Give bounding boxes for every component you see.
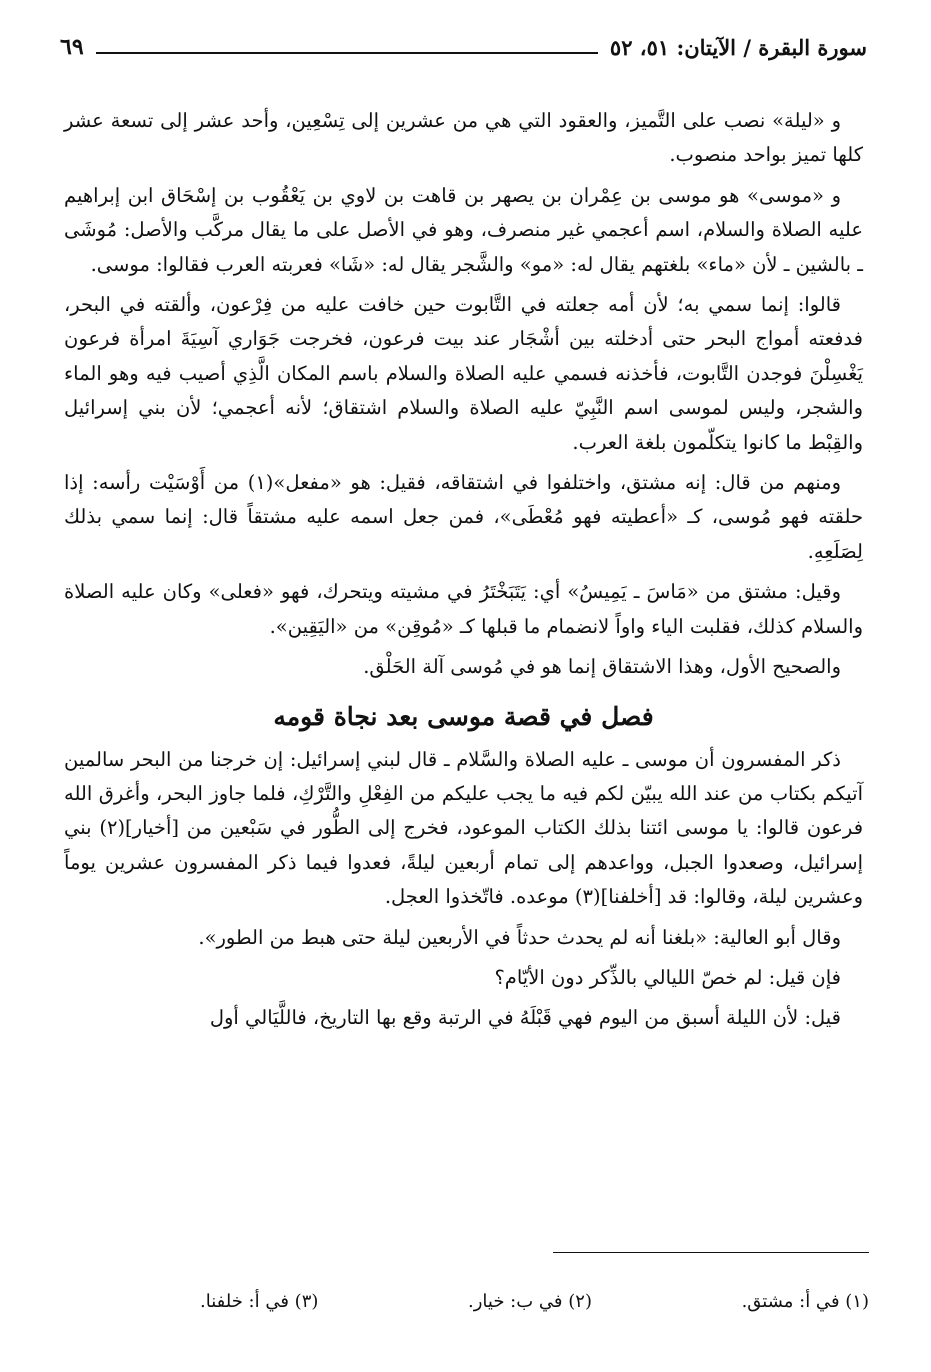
paragraph-3: قالوا: إنما سمي به؛ لأن أمه جعلته في التَّابوت حين خافت عليه من فِرْعون، وألقته في البحر، فدفعته أمواج البحر حتى أدخلته بين أشْجَار عند بيت فرعون، فخرجت جَوَاري آسِيَةَ امرأة فرعون يَغْسِلْنَ فوجدن التَّابوت، فأخذنه فسمي عليه الصلاة والسلام باسم المكان الَّذِي أصيب فيه وهو الماء والشجر، وليس لموسى اسم النَّبِيّ عليه الصلاة والسلام اشتقاق؛ لأنه أعجمي؛ لأن بني إسرائيل والقِبْط ما كانوا يتكلّمون بلغة العرب. [64,293,863,454]
section-heading: فصل في قصة موسى بعد نجاة قومه [273,701,654,731]
section-paragraph-2: وقال أبو العالية: «بلغنا أنه لم يحدث حدثاً في الأربعين ليلة حتى هبط من الطور». [198,925,841,949]
page-number: ٦٩ [60,34,84,60]
paragraph-4: ومنهم من قال: إنه مشتق، واختلفوا في اشتقاقه، فقيل: هو «مفعل»(١) من أَوْسَيْت رأسه: إذا حلقته فهو مُوسى، كـ «أعطيته فهو مُعْطَى»، فمن جعل اسمه عليه مشتقاً قال: إنما سمي بذلك لِصَلَعِهِ. [64,471,863,563]
paragraph-5: وقيل: مشتق من «مَاسَ ـ يَمِيسُ» أي: يَتَبَخْتَرُ في مشيته ويتحرك، فهو «فعلى» وكان عليه الصلاة والسلام كذلك، فقلبت الياء واواً لانضمام ما قبلها كـ «مُوقِن» من «اليَقِين». [64,580,863,638]
section-paragraph-3: فإن قيل: لم خصّ الليالي بالذِّكر دون الأيّام؟ [494,965,841,989]
surah-title: سورة البقرة / الآيتان: ٥١، ٥٢ [609,34,867,60]
main-text [64,104,863,1042]
section-paragraph-1: ذكر المفسرون أن موسى ـ عليه الصلاة والسَّلام ـ قال لبني إسرائيل: إن خرجنا من البحر سالمين آتيكم بكتاب من عند الله يبيّن لكم فيه ما يجب عليكم من الفِعْلِ والتَّرْكِ، فلما جاوز البحر، وأغرق الله فرعون قالوا: يا موسى ائتنا بذلك الكتاب الموعود، فخرج إلى الطُّور في سَبْعين من [أخيار](٢) بني إسرائيل، وصعدوا الجبل، وواعدهم إلى تمام أربعين ليلةً، فعدوا فيما ذكر المفسرون عشرين يوماً وعشرين ليلة، وقالوا: قد [أخلفنا](٣) موعده. فاتّخذوا العجل. [64,747,864,909]
footnote-separator [553,1252,869,1253]
footnotes [200,1290,869,1314]
paragraph-1: و «ليلة» نصب على التَّميز، والعقود التي هي من عشرين إلى تِسْعِين، وأحد عشر إلى تسعة عشر كلها تميز بواحد منصوب. [64,109,863,167]
footnote-3: (٣) في أ: خلفنا. [200,1291,319,1312]
footnote-2: (٢) في ب: خيار. [468,1291,592,1312]
paragraph-6: والصحيح الأول، وهذا الاشتقاق إنما هو في مُوسى آلة الحَلْق. [363,655,841,679]
header-rule [96,52,598,54]
footnote-1: (١) في أ: مشتق. [741,1291,869,1312]
running-header [60,26,867,68]
section-paragraph-4: قيل: لأن الليلة أسبق من اليوم فهي قَبْلَهُ في الرتبة وقع بها التاريخ، فاللَّيَالي أول [209,1006,841,1030]
paragraph-2: و «موسى» هو موسى بن عِمْران بن يصهر بن قاهت بن لاوي بن يَعْقُوب بن إسْحَاق ابن إبراهيم عليه الصلاة والسلام، اسم أعجمي غير منصرف، وهو في الأصل على ما يقال مركَّب والأصل: مُوشَى ـ بالشين ـ لأن «ماء» بلغتهم يقال له: «مو» والشَّجر يقال له: «شَا» فعربته العرب فقالوا: موسى. [64,183,863,276]
